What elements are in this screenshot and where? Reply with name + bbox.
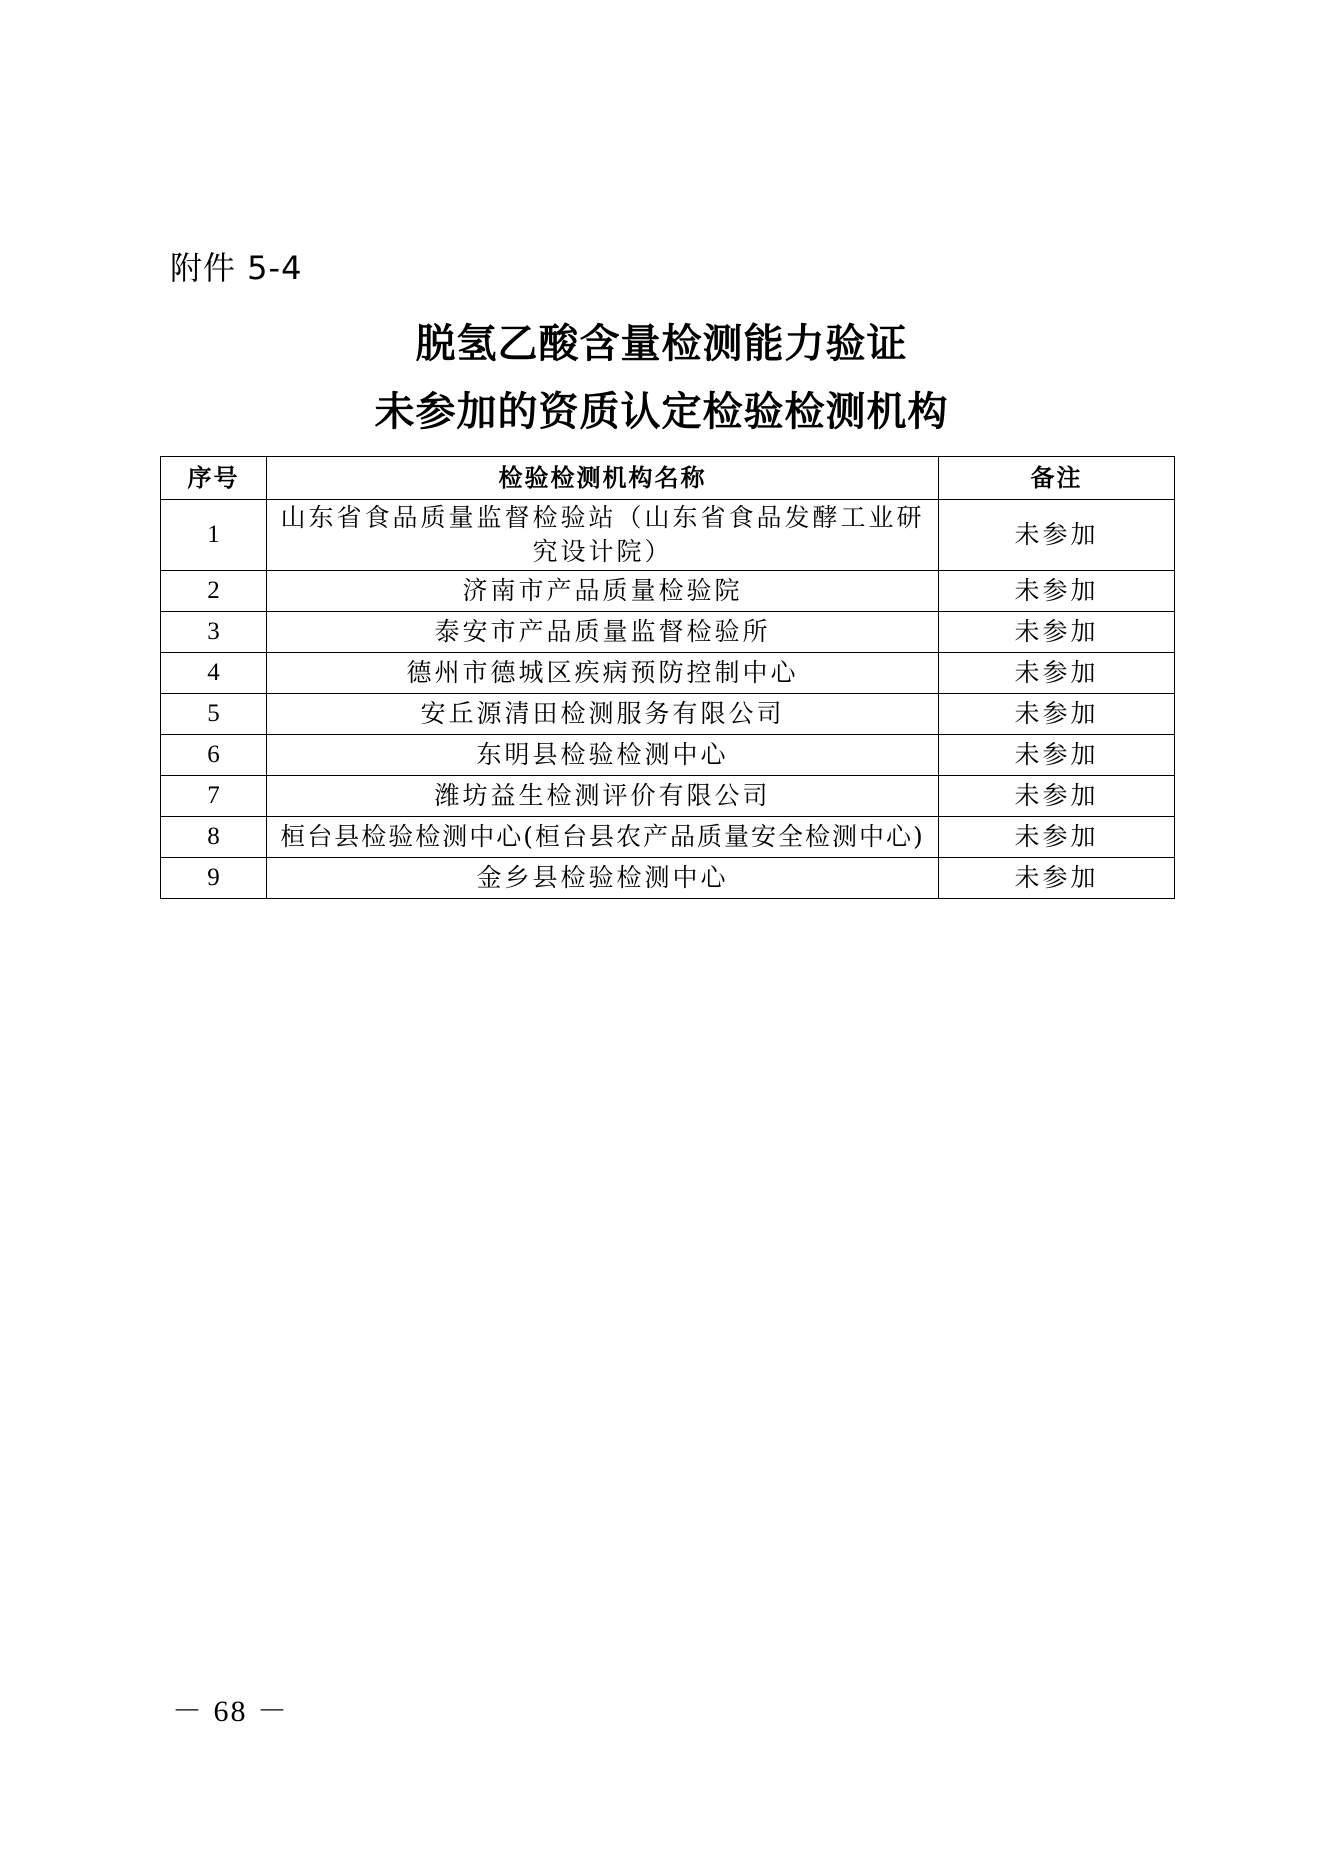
table-row xyxy=(161,735,1175,776)
row-seq: 3 xyxy=(161,612,267,653)
row-remark: 未参加 xyxy=(939,500,1175,571)
header-remark: 备注 xyxy=(939,457,1175,500)
table-header-row xyxy=(161,457,1175,500)
row-institution-name: 山东省食品质量监督检验站（山东省食品发酵工业研究设计院） xyxy=(267,500,939,571)
row-seq: 7 xyxy=(161,776,267,817)
attachment-label: 附件 5-4 xyxy=(170,249,303,287)
document-title-line-2: 未参加的资质认定检验检测机构 xyxy=(374,388,949,435)
table-row xyxy=(161,612,1175,653)
row-institution-name: 金乡县检验检测中心 xyxy=(267,858,939,899)
row-remark: 未参加 xyxy=(939,776,1175,817)
row-seq: 5 xyxy=(161,694,267,735)
header-institution-name: 检验检测机构名称 xyxy=(267,457,939,500)
table-row xyxy=(161,500,1175,571)
row-seq: 4 xyxy=(161,653,267,694)
row-institution-name: 德州市德城区疾病预防控制中心 xyxy=(267,653,939,694)
row-seq: 2 xyxy=(161,571,267,612)
table-row xyxy=(161,776,1175,817)
row-seq: 8 xyxy=(161,817,267,858)
row-institution-name: 潍坊益生检测评价有限公司 xyxy=(267,776,939,817)
page-number: － 68 － xyxy=(172,1695,289,1728)
row-institution-name: 桓台县检验检测中心(桓台县农产品质量安全检测中心) xyxy=(267,817,939,858)
row-remark: 未参加 xyxy=(939,694,1175,735)
row-institution-name: 东明县检验检测中心 xyxy=(267,735,939,776)
row-remark: 未参加 xyxy=(939,612,1175,653)
row-seq: 1 xyxy=(161,500,267,571)
table-row xyxy=(161,653,1175,694)
row-institution-name: 泰安市产品质量监督检验所 xyxy=(267,612,939,653)
row-remark: 未参加 xyxy=(939,858,1175,899)
row-seq: 9 xyxy=(161,858,267,899)
row-remark: 未参加 xyxy=(939,653,1175,694)
table-row xyxy=(161,858,1175,899)
table-row xyxy=(161,694,1175,735)
document-title-line-1: 脱氢乙酸含量检测能力验证 xyxy=(415,320,908,367)
row-institution-name: 安丘源清田检测服务有限公司 xyxy=(267,694,939,735)
row-institution-name: 济南市产品质量检验院 xyxy=(267,571,939,612)
institution-table xyxy=(160,456,1175,899)
row-seq: 6 xyxy=(161,735,267,776)
row-remark: 未参加 xyxy=(939,735,1175,776)
row-remark: 未参加 xyxy=(939,571,1175,612)
row-remark: 未参加 xyxy=(939,817,1175,858)
table-row xyxy=(161,817,1175,858)
header-seq: 序号 xyxy=(161,457,267,500)
table-row xyxy=(161,571,1175,612)
